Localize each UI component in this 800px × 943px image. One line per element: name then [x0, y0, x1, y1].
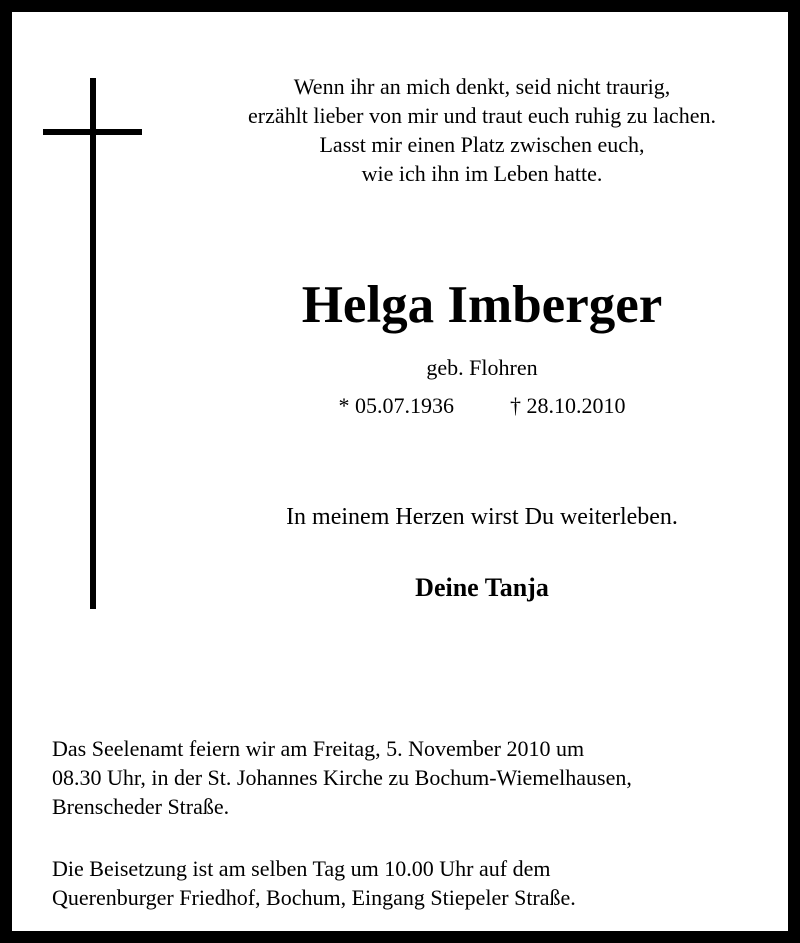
deceased-name: Helga Imberger: [301, 276, 663, 334]
poem-line: Lasst mir einen Platz zwischen euch,: [319, 132, 645, 157]
cross-vertical-bar: [90, 78, 96, 609]
poem-line: Wenn ihr an mich denkt, seid nicht traurig,: [293, 74, 671, 99]
info-line: Die Beisetzung ist am selben Tag um 10.00 Uhr auf dem: [52, 856, 551, 881]
poem-line: wie ich ihn im Leben hatte.: [361, 161, 603, 186]
info-line: 08.30 Uhr, in der St. Johannes Kirche zu Bochum-Wiemelhausen,: [52, 765, 632, 790]
poem-line: erzählt lieber von mir und traut euch ruhig zu lachen.: [248, 103, 716, 128]
info-line: Brenscheder Straße.: [52, 794, 230, 819]
cross-horizontal-bar: [43, 129, 142, 135]
signature: Deine Tanja: [415, 573, 549, 602]
burial-info: [52, 854, 772, 912]
death-date: † 28.10.2010: [510, 393, 626, 418]
life-dates: [182, 392, 782, 420]
info-line: Querenburger Friedhof, Bochum, Eingang Stiepeler Straße.: [52, 885, 576, 910]
memorial-poem: [182, 72, 782, 188]
info-line: Das Seelenamt feiern wir am Freitag, 5. November 2010 um: [52, 736, 585, 761]
farewell-message: In meinem Herzen wirst Du weiterleben.: [286, 504, 678, 530]
requiem-mass-info: [52, 734, 772, 821]
birth-date: * 05.07.1936: [338, 393, 454, 418]
maiden-name: geb. Flohren: [426, 355, 538, 380]
